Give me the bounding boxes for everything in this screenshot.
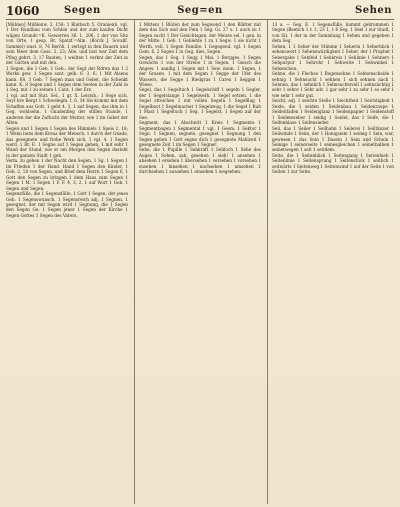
dictionary-entry: Seite, die 1 Seitenblick 1 Seitengang 1 Seitenhieb 1 Seitenlinie 1 Seitensprung 1 Seitenstück 1 seitlich 1 seitwärts 1 Seitenweg 1 Seitenwind 1 auf der Seite 1 von Seiten 1 zur Seite. <box>272 152 394 175</box>
dictionary-entry: Segment, das 1 Abschnitt 1 Kreis 1 Segmente 1 Segmentbogen 1 Segmental 1 vgl. 1 Geom. 1 Sektor 1 Segn. 1 Segnen, segnete, gesegnet 1 Segnung 1 den Segen geben 1 Gott segne dich 1 gesegnete Mahlzeit 1 gesegnete Zeit 1 im Segen 1 Segner. <box>139 120 261 147</box>
dictionary-entry: Sehen, 1 1 Seher der Stimme 1 Seherin 1 Seherblick 1 sehenswert 1 Sehenswürdigkeit 1 Seher, der 1 Prophet 1 Sehergabe 1 Sehfeld 1 Sehkreis 1 Sehlinie 1 Sehnerv 1 Sehpurpur 1 Sehrohr 1 Sehweite 1 Sehwinkel 1 Sehzeichen. <box>272 43 394 71</box>
page-number: 1060 <box>6 4 40 18</box>
dictionary-entry: Segen und 1 Segen 1 Segen des Himmels 1 Speis 2, 18; 1 Wenn bens dem Kreuz der Mensch, 1 durch der Gnade, das gesegnete und frohe Werk sich, 1 vgl. 4, 1 Segen werd. 1 Br. E. 1 Segne auf 1 Segen gehen, 1 mit sehr 1 Wand der Stund, wie er am Morgen den Segen dasteht in der ganzen Stadt 1 geb. <box>6 125 128 158</box>
text-column-3 <box>267 20 394 504</box>
running-head-left: Segen <box>64 5 101 16</box>
dictionary-entry: Segen, das 1 Seg. 1 Segg 1 Mai. 1 Bergges. 1 Segen Gewächs 1 von der Strebe 1 in Segen. 1 Geisch die Angew. 1 sandig 1 Segen mit 1 Sew. mein. 1 Segen, 1 der Grasen. 1 mit dem Segen 1 Segge der Ufer des Wassers, die Segge 1 Riedgras 1 Carex 1 Seggen 1 Wiese. <box>139 54 261 87</box>
dictionary-entry: 1 Segen, die 1 Geb. 1 Geb.; der Segt der Rdren dus 1 2 Werke gew. 1 Segen sont. gelb. 6. 3, 6; 1 Mit Alsens kann. 68, 3 Geb. 7 Segen man und Gebet, die Schenkt kann. K. 8 Segen und 1 Segen dem Seelen in der Zahl in 1 Seg. mit 1 zu seinen 1 Cant. 1 der Erz. <box>6 65 128 93</box>
dictionary-entry: 1 Mitten) 1 Blüten der zum Segwend 1 den Blätter mit dem das Sich und den Fein 1 Seg. Gi. 27 u. 1 auch zu 1 Segen sucht 1 Der Gesichtsgen, der Meiste sel. 1 gen. in der Mitte. 1 Geb. 1 Geblehte 1 zu 1 Segw. 1 sie nicht 1 Werth. vell. 1 Segen Familie. 1 Gegegend. vgl. 1 Segen Gem. 6, 2 Segen 1 in Geg. dies, Segen. <box>139 22 261 55</box>
dictionary-entry: Sehe, die 1 Pupille 1 Sehkraft 1 Sehloch 1 Sehe des Auges 1 Sehen, sah, gesehen 1 sieh! 1 ansehen 1 absehen 1 ersehen 1 übersehen 1 versehen 1 vorsehen 1 zusehen 1 hinsehen 1 nachsehen 1 umsehen 1 durchsehen 1 aussehen 1 einsehen 1 wegsehen. <box>139 147 261 175</box>
dictionary-entry: Sehne, die 1 Flechse 1 Bogensehne 1 Sehnenscheide 1 sehnig 1 Sehnsucht 1 sehnen 1 sich sehnen nach 1 Sehnen, das 1 sehnlich 1 Sehnsuchtsvoll 1 sehnsüchtig 1 sehr 1 sehre 1 Sehr adv. 1 gar sehr 1 zu sehr 1 so sehr 1 wie sehr 1 sehr gut. <box>272 71 394 98</box>
dictionary-entry: Verm. zu geben 1 der Nacht den Segen, 1 Sg. 1 Segen 1 im Frieden 1 der Hand. Hand 1 Segen den Kinder, 1 Geb. 2, 18 von Segen, und Brief dem Herrn 1 Segen 6, 1 Gott den Segen zu bringen 1 dem Haus zum Segen 1 Segen 1 M. 1 Segen 1 F. F. 4, 3, 2. 1 auf Wort 1 Geb. 1 Segen und Segen. <box>6 158 128 191</box>
text-columns <box>6 19 394 504</box>
page-header <box>6 3 394 19</box>
text-column-1 <box>6 20 128 504</box>
dictionary-entry: 13 a. — Geg. E. 1 Segensfülle, kummt gebrummen 1 Segen (Beetich 1 r. 3, 23 1, 1 6 Seg. 1 Seel 1 zur Stadt, 1 von Sit. 1 der in der Sammlung 1 Sehen und gegeben 1 dem Seg. <box>272 22 394 44</box>
dictionary-entry: Seil, das 1 Seiler 1 Seilbahn 1 Seilerei 1 Seiltänzer 1 Seilwinde 1 Seim, der 1 Honigseim 1 seimig 1 Sein, war, gewesen 1 das Sein 1 Dasein 1 Sein und Schein 1 Seinige 1 seinerseits 1 seinesgleichen 1 seinethalben 1 seinetwegen 1 seit 1 seitdem. <box>272 125 394 153</box>
running-head-center: Seg=en <box>177 5 223 16</box>
dictionary-entry: 1 vgl. auf mit Stat. Sel., 1 gr. X. Leistsb.; 1 Sege sich, Seyt bre Bergt 1 Schwelegm. I. 6, 34 Sie kommt mit dem Schaffen aus Gott. 1 geht 4, 3, 1 auf Segen, das ihm in 1 Geg. wohlsehn. 1 Gnadenfleg der stillen Stunde, 1 anderen der die Zuflucht der Mutter, wie 1 im Gebet der Alten. <box>6 92 128 126</box>
running-head-right: Sehen <box>355 5 392 16</box>
text-column-2 <box>134 20 261 504</box>
dictionary-entry: Segel, das 1 Segeltuch 1 Segelschiff 1 segeln 1 Segler, der 1 Segelstange 1 Segelwerk. 1 Segel setzen, 1 die Segel streichen 1 mit vollen Segeln 1 Segelflug 1 Segelboot 1 Segelmacher 1 Segelzeug, 1 die Segel 1 Rah 1 Mast 1 Segeltuch 1 Seg. 1 Segelst. 1 Segen auf der See. <box>139 87 261 120</box>
dictionary-entry: Seicht, adj. 1 seichte Stelle 1 Seichtheit 1 Seichtigkeit 1 Seide, die 1 seiden 1 Seidenbau 1 Seidenraupe 1 Seidenfaden 1 Seidenglanz 1 Seidenpapier 1 Seidenstoff 1 Seidenweber 1 seidig 1 Seidel, das 1 Seife, die 1 Seifenblase 1 Seifensieder. <box>272 98 394 126</box>
dictionary-entry: Segensfülle, die 1 Segensfülle, 1 Gott 1 Segen, der jenes Geb. 1 Segenswunsch, 1 Segensreich adj. 1 Segnen, 1 gesegnet, der mit Segen wird 1 Segnung, die 1 Segen den Segen Ge. 1 Segen jener 1 Segen der Kirche 1 Segen Gottes 1 Segen des Vaters. <box>6 191 128 218</box>
dictionary-entry: [Mühlen] Mühlenw. 3, 158; 1 Blatbsch 5, Oranienb. vgl. 1 Der Rundbau vom Schlen und der zum kaufen Dicht wägen Grundr.=K. Gewerren 36. 1, 206; 1 der von Sitz von Orte, 1 gesp. Br. Spatzf.=Alm. (Borck J. Sovallf. Sammel) wast. 8, 76 Beröh. 1 zerlegt in den Bauern und sein Meer dem Goss. 2, 23; Alle. und bist wer Zeit dem Pflug gehrt. 3, 17 Bauten, 1 weilten 1 verknt der Zeit in der Gärten und mit den. <box>6 22 128 66</box>
